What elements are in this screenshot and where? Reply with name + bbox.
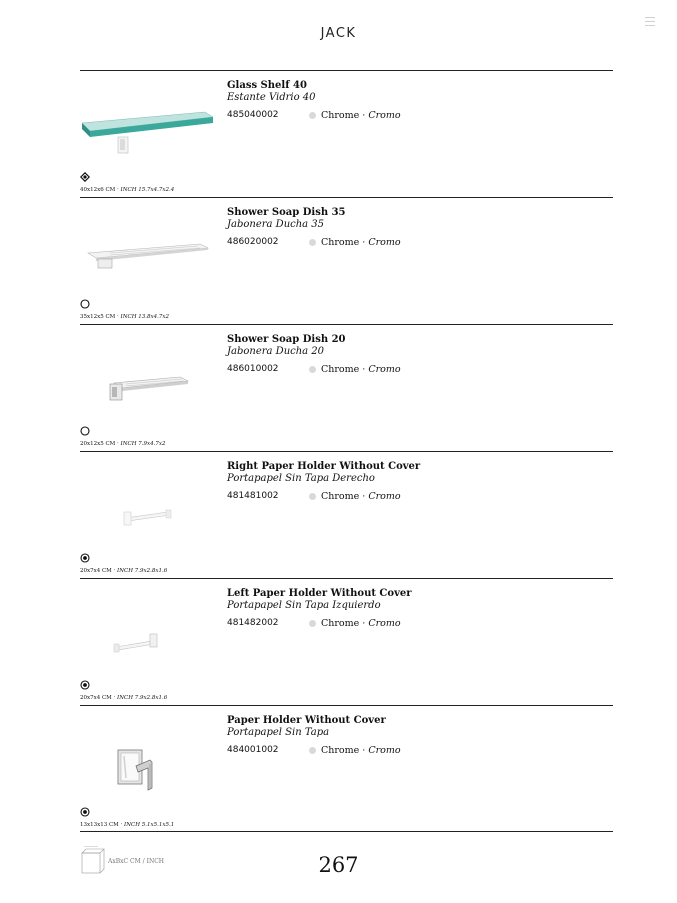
product-row <box>80 451 613 578</box>
finish-label: Chrome · Cromo <box>321 364 401 375</box>
product-name-es: Jabonera Ducha 35 <box>227 219 325 230</box>
finish-es: Cromo <box>368 618 401 629</box>
finish-en: Chrome <box>321 110 360 121</box>
dims-cm: 13x13x13 CM <box>80 822 119 828</box>
dims-cm: 20x7x4 CM <box>80 568 112 574</box>
product-name: Shower Soap Dish 20 <box>227 334 346 345</box>
bottom-divider <box>80 831 613 832</box>
chrome-finish-swatch <box>309 112 316 119</box>
circle-outline-icon <box>80 426 90 436</box>
page-title: JACK <box>320 26 357 41</box>
product-dimensions: 20x7x4 CM · INCH 7.9x2.8x1.6 <box>80 695 168 701</box>
product-dimensions: 20x12x5 CM · INCH 7.9x4.7x2 <box>80 441 166 447</box>
finish-es: Cromo <box>368 110 401 121</box>
chrome-finish-swatch <box>309 620 316 627</box>
chrome-finish-swatch <box>309 747 316 754</box>
dims-cm: 35x12x5 CM <box>80 314 116 320</box>
product-name: Glass Shelf 40 <box>227 80 307 91</box>
product-name-es: Jabonera Ducha 20 <box>227 346 325 357</box>
product-name-es: Portapapel Sin Tapa Derecho <box>227 473 375 484</box>
finish-es: Cromo <box>368 237 401 248</box>
finish-label: Chrome · Cromo <box>321 491 401 502</box>
finish-label: Chrome · Cromo <box>321 745 401 756</box>
finish-es: Cromo <box>368 745 401 756</box>
product-dimensions: 40x12x6 CM · INCH 15.7x4.7x2.4 <box>80 187 175 193</box>
product-name: Paper Holder Without Cover <box>227 715 386 726</box>
chrome-finish-swatch <box>309 493 316 500</box>
product-name-es: Portapapel Sin Tapa Izquierdo <box>227 600 381 611</box>
dims-inch: INCH 7.9x4.7x2 <box>120 441 166 447</box>
product-name: Right Paper Holder Without Cover <box>227 461 421 472</box>
left-paper-holder-image <box>80 589 215 669</box>
product-code: 484001002 <box>227 745 279 755</box>
shower-soap-dish-20-image <box>80 335 215 415</box>
product-dimensions: 35x12x5 CM · INCH 13.8x4.7x2 <box>80 314 169 320</box>
product-code: 486010002 <box>227 364 279 374</box>
finish-en: Chrome <box>321 237 360 248</box>
chrome-finish-swatch <box>309 239 316 246</box>
dims-cm: 40x12x6 CM <box>80 187 116 193</box>
dims-inch: INCH 13.8x4.7x2 <box>120 314 169 320</box>
finish-es: Cromo <box>368 364 401 375</box>
right-paper-holder-image <box>80 462 215 542</box>
diamond-dot-icon <box>80 172 90 182</box>
glass-shelf-image <box>80 81 215 161</box>
dims-inch: INCH 15.7x4.7x2.4 <box>120 187 175 193</box>
product-row <box>80 197 613 324</box>
product-name: Left Paper Holder Without Cover <box>227 588 412 599</box>
product-code: 481482002 <box>227 618 279 628</box>
finish-label: Chrome · Cromo <box>321 110 401 121</box>
product-row <box>80 70 613 197</box>
circle-outline-icon <box>80 299 90 309</box>
dimension-legend: AxBxC CM / INCH <box>108 858 165 865</box>
circle-dot-icon <box>80 807 90 817</box>
finish-en: Chrome <box>321 618 360 629</box>
product-dimensions: 13x13x13 CM · INCH 5.1x5.1x5.1 <box>80 822 175 828</box>
chrome-finish-swatch <box>309 366 316 373</box>
dims-inch: INCH 5.1x5.1x5.1 <box>124 822 175 828</box>
page-number: 267 <box>318 853 359 877</box>
product-name: Shower Soap Dish 35 <box>227 207 346 218</box>
product-code: 481481002 <box>227 491 279 501</box>
product-row <box>80 578 613 705</box>
dims-cm: 20x7x4 CM <box>80 695 112 701</box>
circle-dot-icon <box>80 553 90 563</box>
dims-cm: 20x12x5 CM <box>80 441 116 447</box>
finish-en: Chrome <box>321 364 360 375</box>
product-row <box>80 705 613 832</box>
dims-inch: INCH 7.9x2.8x1.6 <box>117 568 168 574</box>
product-name-es: Portapapel Sin Tapa <box>227 727 330 738</box>
product-name-es: Estante Vidrio 40 <box>227 92 316 103</box>
circle-dot-icon <box>80 680 90 690</box>
finish-en: Chrome <box>321 491 360 502</box>
product-row <box>80 324 613 451</box>
finish-es: Cromo <box>368 491 401 502</box>
paper-holder-image <box>80 716 215 796</box>
shower-soap-dish-35-image <box>80 208 215 288</box>
product-code: 485040002 <box>227 110 279 120</box>
finish-en: Chrome <box>321 745 360 756</box>
dims-inch: INCH 7.9x2.8x1.6 <box>117 695 168 701</box>
finish-label: Chrome · Cromo <box>321 618 401 629</box>
menu-icon[interactable] <box>645 17 655 28</box>
product-code: 486020002 <box>227 237 279 247</box>
product-dimensions: 20x7x4 CM · INCH 7.9x2.8x1.6 <box>80 568 168 574</box>
finish-label: Chrome · Cromo <box>321 237 401 248</box>
